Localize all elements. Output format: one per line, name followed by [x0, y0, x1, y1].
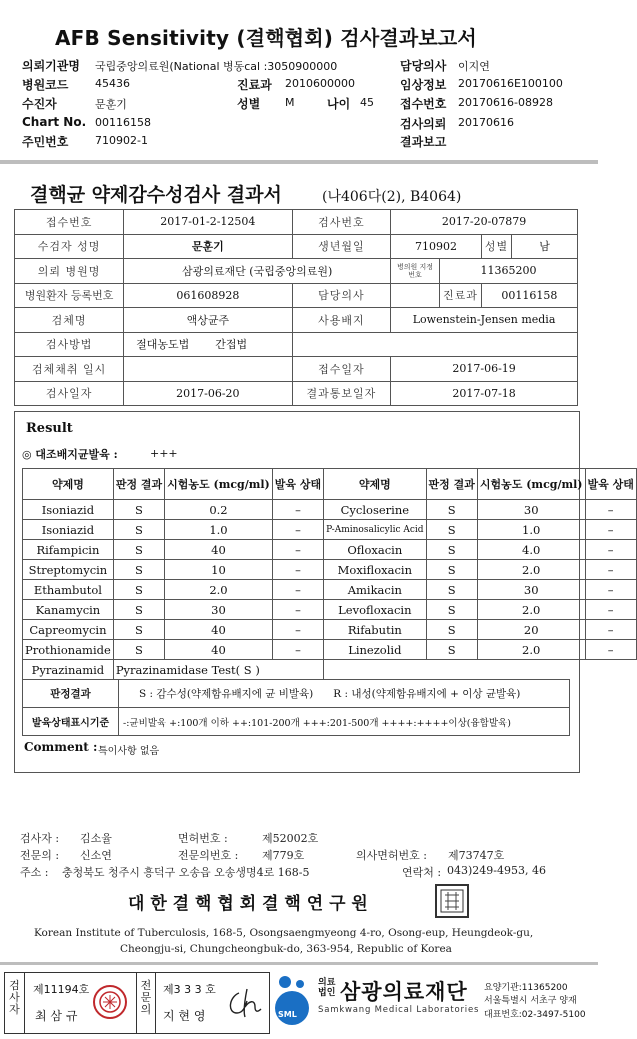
drug-conc: 30	[477, 580, 585, 600]
org-code: 요양기관:11365200	[484, 983, 568, 993]
drug-conc: 1.0	[165, 520, 273, 540]
drug-name: Isoniazid	[23, 500, 114, 520]
value-tester: 김소율	[80, 832, 112, 845]
value-sex: M	[285, 96, 295, 109]
label-age: 나이	[327, 97, 351, 111]
drug-growth: –	[272, 580, 323, 600]
label-registration: 병원환자 등록번호	[15, 283, 124, 308]
drug-conc: 1.0	[477, 520, 585, 540]
value-requesting-org: 국립중앙의료원(National 병동cal :3050900000	[95, 60, 338, 73]
value-method-blank	[292, 332, 577, 357]
drug-row	[23, 560, 637, 580]
label-attending: 담당의사	[292, 283, 391, 308]
label-growth-criteria: 발육상태표시기준	[23, 708, 119, 736]
drug-name: P-Aminosalicylic Acid	[324, 520, 426, 540]
value-clinical-info: 20170616E100100	[458, 77, 563, 90]
label-specialist: 전문의 :	[20, 849, 60, 862]
tester-seal	[93, 985, 127, 1019]
value-test-no: 2017-20-07879	[391, 210, 578, 235]
drug-conc: 2.0	[477, 560, 585, 580]
value-dob: 710902	[391, 234, 482, 259]
drug-row	[23, 620, 637, 640]
sml-logo-text: SML	[278, 1010, 297, 1019]
label-hospital: 의뢰 병원명	[15, 259, 124, 284]
label-result-report: 결과보고	[400, 135, 447, 149]
drug-name: Capreomycin	[23, 620, 114, 640]
value-doctor: 이지연	[458, 60, 490, 73]
pza-result: Pyrazinamidase Test( S )	[113, 660, 323, 680]
label-received: 접수일자	[292, 357, 391, 382]
value-method	[124, 332, 292, 357]
value-hospital-designation: 11365200	[439, 259, 577, 284]
value-medium: Lowenstein-Jensen media	[391, 308, 578, 333]
drug-name: Ethambutol	[23, 580, 114, 600]
drug-result: S	[426, 640, 477, 660]
judge-r: R : 내성(약제함유배지에 + 이상 균발육)	[333, 688, 521, 700]
drug-growth: –	[272, 640, 323, 660]
comment-value: 특이사항 없음	[98, 746, 160, 757]
signature-box	[4, 972, 270, 1034]
value-notify-date: 2017-07-18	[391, 381, 578, 406]
drug-name: Amikacin	[324, 580, 426, 600]
drug-growth: –	[272, 600, 323, 620]
drug-result: S	[426, 520, 477, 540]
drug-conc: 30	[477, 500, 585, 520]
drug-result: S	[426, 500, 477, 520]
org-address: 서울특별시 서초구 양재	[484, 996, 577, 1006]
judge-s: S : 감수성(약제함유배지에 균 비발육)	[139, 688, 314, 700]
drug-conc: 0.2	[165, 500, 273, 520]
method-2: 간접법	[215, 338, 248, 352]
comment-label: Comment :	[24, 740, 98, 754]
label-test-request: 검사의뢰	[400, 117, 447, 131]
value-contact: 043)249-4953, 46	[447, 864, 546, 877]
drug-result: S	[113, 560, 164, 580]
label-patient: 수진자	[22, 97, 57, 111]
drug-name: Levofloxacin	[324, 600, 426, 620]
value-hospital: 삼광의료재단 (국립중앙의료원)	[124, 259, 391, 284]
value-resident-no: 710902-1	[95, 134, 148, 147]
drug-result: S	[426, 600, 477, 620]
value-reception-no-2: 2017-01-2-12504	[124, 210, 292, 235]
value-registration: 061608928	[124, 283, 292, 308]
pza-name: Pyrazinamid	[23, 660, 114, 680]
drug-row	[23, 640, 637, 660]
header-growth-2: 발육 상태	[585, 469, 636, 500]
header-drug: 약제명	[23, 469, 114, 500]
org-prefix: 의료법인	[318, 978, 336, 998]
drug-result: S	[113, 500, 164, 520]
drug-row	[23, 500, 637, 520]
label-dob: 생년월일	[292, 234, 391, 259]
label-sex: 성별	[237, 97, 261, 111]
drug-growth: –	[272, 560, 323, 580]
label-specialist-vertical	[136, 973, 156, 1033]
drug-growth: –	[272, 500, 323, 520]
label-specialist-vertical-text: 전문의	[140, 979, 152, 1016]
label-sex-2: 성별	[481, 234, 511, 259]
drug-growth: –	[585, 540, 636, 560]
header-conc: 시험농도 (mcg/ml)	[165, 469, 273, 500]
specialist-signature	[223, 987, 263, 1021]
drug-result: S	[113, 540, 164, 560]
value-department: 2010600000	[285, 77, 355, 90]
drug-growth: –	[585, 500, 636, 520]
drug-conc: 2.0	[165, 580, 273, 600]
drug-result: S	[426, 560, 477, 580]
report-header-title: AFB Sensitivity (결핵협회) 검사결과보고서	[55, 26, 477, 50]
drug-growth: –	[272, 520, 323, 540]
label-contact: 연락처 :	[402, 866, 442, 879]
label-hospital-designation: 병의원 지정번호	[391, 259, 440, 284]
drug-conc: 40	[165, 620, 273, 640]
label-hospital-code: 병원코드	[22, 78, 69, 92]
org-phone: 대표번호:02-3497-5100	[484, 1010, 586, 1020]
label-resident-no: 주민번호	[22, 135, 69, 149]
drug-result: S	[426, 580, 477, 600]
drug-result: S	[113, 580, 164, 600]
criteria-table	[22, 679, 570, 736]
institute-address-en-1: Korean Institute of Tuberculosis, 168-5, Osongsaengmyeong 4-ro, Osong-eup, Heungdeok-gu,	[34, 927, 534, 939]
specialist-name: 지 현 영	[163, 1009, 206, 1023]
drug-growth: –	[585, 520, 636, 540]
value-judgement	[119, 680, 570, 708]
drug-conc: 30	[165, 600, 273, 620]
drug-growth: –	[272, 620, 323, 640]
drug-name: Isoniazid	[23, 520, 114, 540]
label-dept-2: 진료과	[439, 283, 481, 308]
value-growth-criteria: -:균비발육 +:100개 이하 ++:101-200개 +++:201-500개 ++++:++++이상(융합발육)	[119, 708, 570, 736]
drug-name: Rifampicin	[23, 540, 114, 560]
label-clinical-info: 임상정보	[400, 78, 447, 92]
result-label: Result	[26, 421, 73, 436]
separator-bottom	[0, 962, 598, 965]
drug-conc: 10	[165, 560, 273, 580]
header-conc-2: 시험농도 (mcg/ml)	[477, 469, 585, 500]
header-judge: 판정 결과	[113, 469, 164, 500]
label-address: 주소 :	[20, 866, 49, 879]
drug-row	[23, 600, 637, 620]
header-drug-2: 약제명	[324, 469, 426, 500]
drug-name: Prothionamide	[23, 640, 114, 660]
drug-conc: 2.0	[477, 640, 585, 660]
drug-result: S	[113, 620, 164, 640]
drug-growth: –	[585, 560, 636, 580]
institute-seal	[435, 884, 469, 918]
drug-name: Linezolid	[324, 640, 426, 660]
label-examinee: 수검자 성명	[15, 234, 124, 259]
value-specialist: 신소연	[80, 849, 112, 862]
label-tester-vertical-text: 검사자	[9, 979, 20, 1016]
control-growth-label: ◎ 대조배지균발육 :	[22, 448, 118, 461]
drug-conc: 40	[165, 540, 273, 560]
header-judge-2: 판정 결과	[426, 469, 477, 500]
value-test-date: 2017-06-20	[124, 381, 292, 406]
drug-row	[23, 520, 637, 540]
org-name: 삼광의료재단	[340, 980, 468, 1004]
patient-info-table	[14, 209, 578, 406]
value-collection	[124, 357, 292, 382]
label-collection: 검체채취 일시	[15, 357, 124, 382]
drug-conc: 2.0	[477, 600, 585, 620]
label-test-no: 검사번호	[292, 210, 391, 235]
value-hospital-code: 45436	[95, 77, 130, 90]
drug-result: S	[113, 640, 164, 660]
value-specimen: 액상균주	[124, 308, 292, 333]
drug-row	[23, 580, 637, 600]
org-name-en: Samkwang Medical Laboratories	[318, 1005, 480, 1015]
drug-name: Kanamycin	[23, 600, 114, 620]
control-growth-value: +++	[150, 447, 178, 460]
label-department: 진료과	[237, 78, 272, 92]
drug-result: S	[426, 540, 477, 560]
value-dept-2: 00116158	[481, 283, 577, 308]
drug-name: Streptomycin	[23, 560, 114, 580]
label-specialist-no: 전문의번호 :	[178, 849, 239, 862]
drug-row	[23, 540, 637, 560]
method-1: 절대농도법	[136, 338, 190, 352]
label-license: 면허번호 :	[178, 832, 228, 845]
label-reception-no: 접수번호	[400, 97, 447, 111]
drug-growth: –	[585, 620, 636, 640]
drug-name: Rifabutin	[324, 620, 426, 640]
pza-blank	[324, 660, 637, 680]
report-title: 결핵균 약제감수성검사 결과서	[30, 184, 282, 206]
value-chart-no: 00116158	[95, 116, 151, 129]
drug-conc: 4.0	[477, 540, 585, 560]
value-specialist-no: 제779호	[262, 849, 305, 862]
drug-name: Ofloxacin	[324, 540, 426, 560]
value-doctor-license: 제73747호	[448, 849, 505, 862]
drug-growth: –	[272, 540, 323, 560]
header-growth: 발육 상태	[272, 469, 323, 500]
tester-license-no: 제11194호	[33, 983, 90, 996]
drug-conc: 40	[165, 640, 273, 660]
label-tester-vertical	[5, 973, 25, 1033]
value-reception-no: 20170616-08928	[458, 96, 553, 109]
tester-name: 최 삼 규	[35, 1009, 78, 1023]
label-judgement: 판정결과	[23, 680, 119, 708]
label-notify-date: 결과통보일자	[292, 381, 391, 406]
label-doctor: 담당의사	[400, 59, 447, 73]
report-subtitle: (나406다(2), B4064)	[322, 189, 462, 205]
drug-result: S	[426, 620, 477, 640]
label-requesting-org: 의뢰기관명	[22, 59, 80, 73]
label-reception-no-2: 접수번호	[15, 210, 124, 235]
value-examinee: 문훈기	[124, 234, 292, 259]
label-medium: 사용배지	[292, 308, 391, 333]
label-method: 검사방법	[15, 332, 124, 357]
institute-address-en-2: Cheongju-si, Chungcheongbuk-do, 363-954, Republic of Korea	[120, 943, 452, 955]
specialist-license-no: 제3 3 3 호	[163, 983, 216, 996]
institute-name: 대 한 결 핵 협 회 결 핵 연 구 원	[128, 894, 368, 914]
drug-susceptibility-table	[22, 468, 637, 680]
label-test-date: 검사일자	[15, 381, 124, 406]
drug-name: Moxifloxacin	[324, 560, 426, 580]
value-license: 제52002호	[262, 832, 319, 845]
value-received: 2017-06-19	[391, 357, 578, 382]
drug-growth: –	[585, 580, 636, 600]
label-specimen: 검체명	[15, 308, 124, 333]
drug-conc: 20	[477, 620, 585, 640]
value-age: 45	[360, 96, 374, 109]
label-doctor-license: 의사면허번호 :	[356, 849, 427, 862]
value-test-request: 20170616	[458, 116, 514, 129]
drug-growth: –	[585, 600, 636, 620]
drug-name: Cycloserine	[324, 500, 426, 520]
label-chart-no: Chart No.	[22, 115, 87, 129]
drug-result: S	[113, 600, 164, 620]
drug-result: S	[113, 520, 164, 540]
value-sex-2: 남	[512, 234, 578, 259]
label-tester: 검사자 :	[20, 832, 60, 845]
value-address: 충청북도 청주시 흥덕구 오송읍 오송생명4로 168-5	[62, 866, 310, 879]
separator-top	[0, 160, 598, 164]
drug-growth: –	[585, 640, 636, 660]
value-patient: 문훈기	[95, 98, 127, 111]
value-attending	[391, 283, 440, 308]
